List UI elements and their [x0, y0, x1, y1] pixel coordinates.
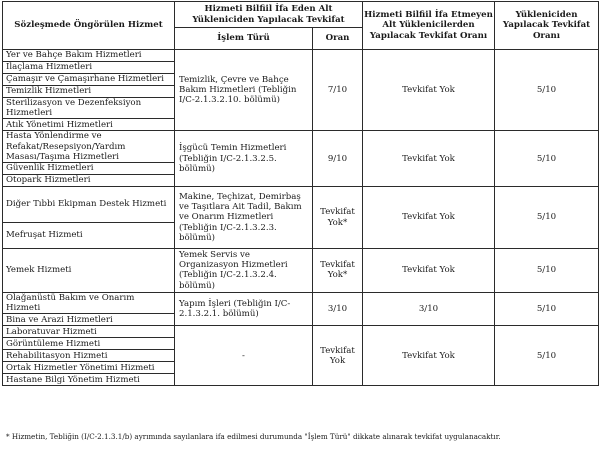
yuklenici-oran-cell: 5/10 [495, 249, 599, 293]
service-cell: Ortak Hizmetler Yönetimi Hizmeti [3, 362, 175, 374]
alt-yuklenici-oran-cell: Tevkifat Yok [363, 249, 495, 293]
service-cell: Görüntüleme Hizmeti [3, 338, 175, 350]
footnote: * Hizmetin, Tebliğin (I/C-2.1.3.1/b) ayrımında sayılanlara ifa edilmesi durumunda "İşlem Türü" dikkate alınarak tevkifat uygulanacaktır. [6, 432, 501, 441]
islem-turu-cell: Yapım İşleri (Tebliğin I/C-2.1.3.2.1. bölümü) [175, 292, 313, 325]
alt-yuklenici-oran-cell: Tevkifat Yok [363, 131, 495, 187]
service-cell: Sterilizasyon ve Dezenfeksiyon Hizmetleri [3, 98, 175, 119]
yuklenici-oran-cell: 5/10 [495, 292, 599, 325]
header-yukleniciden: Yükleniciden Yapılacak Tevkifat Oranı [495, 2, 599, 50]
service-cell: Güvenlik Hizmetleri [3, 163, 175, 175]
service-cell: Mefruşat Hizmeti [3, 223, 175, 249]
oran-cell: Tevkifat Yok* [313, 249, 363, 293]
service-cell: Diğer Tıbbi Ekipman Destek Hizmeti [3, 187, 175, 223]
header-bilfiil-ifa-eden: Hizmeti Bilfiil İfa Eden Alt Yükleniciden Yapılacak Tevkifat [175, 2, 363, 28]
alt-yuklenici-oran-cell: Tevkifat Yok [363, 50, 495, 131]
oran-cell: Tevkifat Yok* [313, 187, 363, 249]
service-cell: İlaçlama Hizmetleri [3, 62, 175, 74]
document [2, 1, 598, 386]
service-cell: Rehabilitasyon Hizmeti [3, 350, 175, 362]
service-cell: Hasta Yönlendirme ve Refakat/Resepsiyon/Yardım Masası/Taşıma Hizmetleri [3, 131, 175, 163]
oran-cell: Tevkifat Yok [313, 326, 363, 386]
header-bilfiil-ifa-etmeyen: Hizmeti Bilfiil İfa Etmeyen Alt Yüklenicilerden Yapılacak Tevkifat Oranı [363, 2, 495, 50]
service-cell: Atık Yönetimi Hizmetleri [3, 119, 175, 131]
header-oran: Oran [313, 28, 363, 50]
islem-turu-cell: - [175, 326, 313, 386]
service-cell: Yemek Hizmeti [3, 249, 175, 293]
service-cell: Otopark Hizmetleri [3, 175, 175, 187]
tevkifat-table [2, 1, 599, 386]
yuklenici-oran-cell: 5/10 [495, 131, 599, 187]
alt-yuklenici-oran-cell: Tevkifat Yok [363, 326, 495, 386]
yuklenici-oran-cell: 5/10 [495, 187, 599, 249]
alt-yuklenici-oran-cell: 3/10 [363, 292, 495, 325]
islem-turu-cell: Yemek Servis ve Organizasyon Hizmetleri (Tebliğin I/C-2.1.3.2.4. bölümü) [175, 249, 313, 293]
oran-cell: 3/10 [313, 292, 363, 325]
islem-turu-cell: İşgücü Temin Hizmetleri (Tebliğin I/C-2.1.3.2.5. bölümü) [175, 131, 313, 187]
service-cell: Yer ve Bahçe Bakım Hizmetleri [3, 50, 175, 62]
service-cell: Çamaşır ve Çamaşırhane Hizmetleri [3, 74, 175, 86]
service-cell: Laboratuvar Hizmeti [3, 326, 175, 338]
service-cell: Olağanüstü Bakım ve Onarım Hizmeti [3, 292, 175, 313]
header-hizmet: Sözleşmede Öngörülen Hizmet [3, 2, 175, 50]
yuklenici-oran-cell: 5/10 [495, 50, 599, 131]
oran-cell: 9/10 [313, 131, 363, 187]
service-cell: Bina ve Arazi Hizmetleri [3, 314, 175, 326]
header-islem-turu: İşlem Türü [175, 28, 313, 50]
yuklenici-oran-cell: 5/10 [495, 326, 599, 386]
alt-yuklenici-oran-cell: Tevkifat Yok [363, 187, 495, 249]
islem-turu-cell: Temizlik, Çevre ve Bahçe Bakım Hizmetleri (Tebliğin I/C-2.1.3.2.10. bölümü) [175, 50, 313, 131]
islem-turu-cell: Makine, Teçhizat, Demirbaş ve Taşıtlara Ait Tadil, Bakım ve Onarım Hizmetleri (Tebliğin I/C-2.1.3.2.3. bölümü) [175, 187, 313, 249]
service-cell: Temizlik Hizmetleri [3, 86, 175, 98]
service-cell: Hastane Bilgi Yönetim Hizmeti [3, 374, 175, 386]
oran-cell: 7/10 [313, 50, 363, 131]
